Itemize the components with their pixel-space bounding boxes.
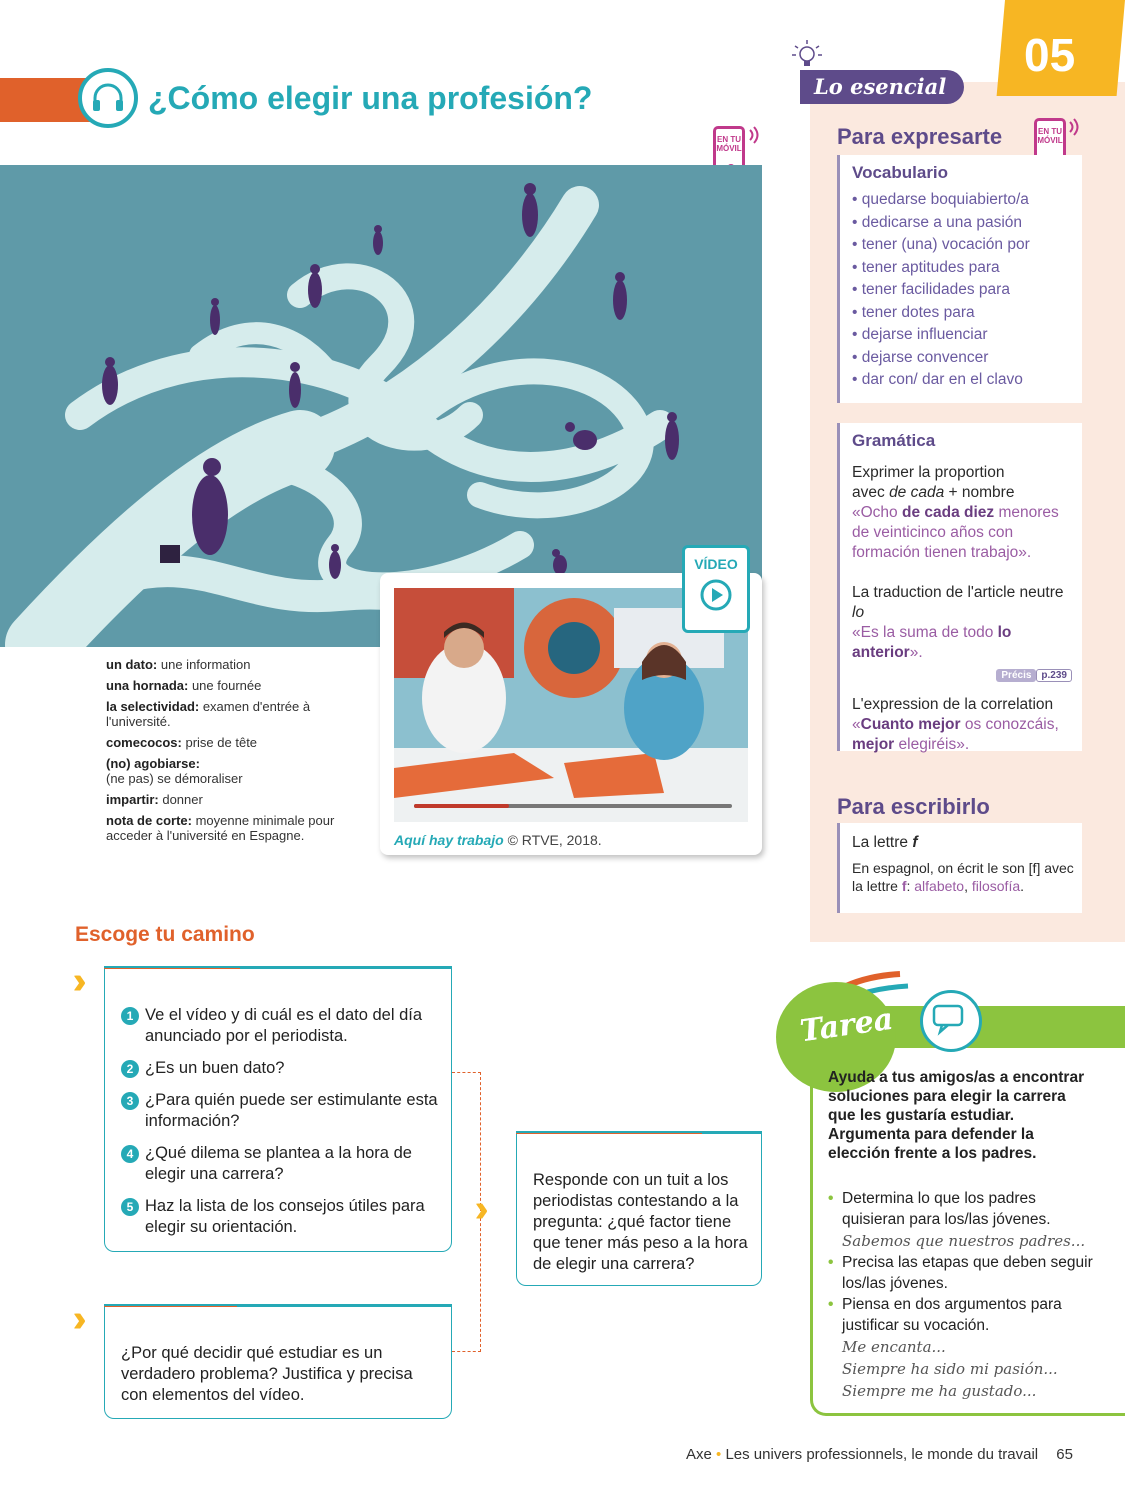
vocab-item: • tener dotes para — [852, 302, 1082, 325]
grammar-example: «Ocho de cada diez menores de veinticinco años con formación tienen trabajo». — [852, 504, 1059, 561]
handwritten-example: Siempre me ha gustado... — [842, 1382, 1037, 1400]
grammar-example: «Cuanto mejor os conozcáis, mejor elegiréis». — [852, 716, 1059, 753]
por-etapas-box — [104, 969, 452, 1252]
handwritten-example: Sabemos que nuestros padres... — [842, 1232, 1086, 1250]
gramatica-box — [837, 423, 1082, 751]
grammar-point: L'expression de la correlation — [852, 696, 1054, 713]
glossary-item: la selectividad: examen d'entrée à l'université. — [106, 699, 311, 729]
signal-icon — [748, 126, 762, 144]
play-icon[interactable] — [699, 578, 733, 612]
video-progress-track[interactable] — [414, 804, 732, 808]
steps-list — [121, 1005, 441, 1238]
escribirlo-box — [837, 823, 1082, 913]
precis-reference[interactable] — [852, 665, 1072, 683]
precis-page: p.239 — [1036, 669, 1072, 682]
lo-esencial-tag: Lo esencial — [800, 70, 964, 104]
para-expresarte-heading: Para expresarte — [837, 124, 1003, 149]
signal-icon — [1068, 118, 1082, 136]
video-progress-fill — [414, 804, 509, 808]
vocab-item: • tener facilidades para — [852, 279, 1082, 302]
vocab-item: • dedicarse a una pasión — [852, 212, 1082, 235]
en-directo-box — [104, 1307, 452, 1419]
vocab-item: • dejarse influenciar — [852, 324, 1082, 347]
tarea-item: • Determina lo que los padres quisieran para los/las jóvenes. — [828, 1188, 1093, 1230]
page-footer: Axe • Les univers professionnels, le monde du travail 65 — [686, 1446, 1073, 1463]
step-item: 2 ¿Es un buen dato? — [121, 1058, 441, 1079]
para-escribirlo-heading: Para escribirlo — [837, 794, 990, 819]
gramatica-heading: Gramática — [852, 431, 936, 450]
tarea-item: • Precisa las etapas que deben seguir los/las jóvenes. — [828, 1252, 1093, 1294]
step-item: 3 ¿Para quién puede ser estimulante esta información? — [121, 1090, 441, 1132]
vocab-list — [852, 189, 1082, 392]
footer-axe: Axe — [686, 1446, 712, 1463]
escribirlo-text: En espagnol, on écrit le son [f] avec la lettre f: alfabeto, filosofía. — [852, 860, 1074, 894]
escoge-heading: Escoge tu camino — [75, 923, 255, 946]
glossary-item: un dato: une information — [106, 657, 251, 672]
page-title: ¿Cómo elegir una profesión? — [148, 80, 593, 116]
headphones-icon — [91, 83, 125, 113]
tarea-intro: Ayuda a tus amigos/as a encontrar soluciones para elegir la carrera que les gustaría estudiar. Argumenta para defender la elección frente a los padres. — [828, 1069, 1085, 1162]
precis-label: Précis — [996, 669, 1036, 682]
handwritten-example: Siempre ha sido mi pasión... — [842, 1360, 1058, 1378]
tarea-title: Tarea — [798, 1001, 896, 1050]
handwritten-example: Me encanta... — [842, 1338, 946, 1356]
glossary — [106, 657, 356, 849]
footer-text: Les univers professionnels, le monde du travail — [725, 1446, 1039, 1463]
vocab-item: • dejarse convencer — [852, 347, 1082, 370]
vocabulario-heading: Vocabulario — [852, 163, 949, 182]
tarea-list — [828, 1188, 1093, 1402]
page-number: 65 — [1056, 1446, 1073, 1463]
tarea-item: • Piensa en dos argumentos para justificar su vocación. — [828, 1294, 1093, 1336]
pon-en-practica-text: Responde con un tuit a los periodistas contestando a la pregunta: ¿qué factor tiene que tener más peso a la hora de elegir una carrera? — [533, 1171, 748, 1273]
chapter-number: 05 — [1024, 29, 1076, 81]
grammar-example: «Es la suma de todo lo anterior». — [852, 624, 1012, 661]
phone-badge-label: EN TU MÓVIL — [716, 135, 742, 153]
vocab-item: • tener aptitudes para — [852, 257, 1082, 280]
chat-bubble-icon — [920, 990, 976, 1046]
vocab-item: • dar con/ dar en el clavo — [852, 369, 1082, 392]
vocabulario-box — [837, 155, 1082, 403]
en-directo-text: ¿Por qué decidir qué estudiar es un verdadero problema? Justifica y precisa con elementos del vídeo. — [121, 1344, 413, 1404]
glossary-item: una hornada: une fournée — [106, 678, 262, 693]
video-badge-label: VÍDEO — [694, 556, 738, 572]
phone-badge-label: EN TU MÓVIL — [1037, 127, 1063, 145]
connector-line — [452, 1072, 481, 1352]
grammar-point: La traduction de l'article neutre lo — [852, 584, 1064, 621]
pon-en-practica-box — [516, 1134, 762, 1286]
grammar-point: Exprimer la proportion avec de cada + nombre — [852, 464, 1015, 501]
video-badge[interactable] — [682, 545, 750, 633]
glossary-item: nota de corte: moyenne minimale pour acceder à l'université en Espagne. — [106, 813, 335, 843]
glossary-item: (no) agobiarse: (ne pas) se démoraliser — [106, 756, 243, 786]
audio-button[interactable] — [78, 68, 138, 128]
tarea-chat-badge — [920, 990, 982, 1052]
step-item: 1 Ve el vídeo y di cuál es el dato del día anunciado por el periodista. — [121, 1005, 441, 1047]
glossary-item: impartir: donner — [106, 792, 203, 807]
vocab-item: • quedarse boquiabierto/a — [852, 189, 1082, 212]
video-caption: Aquí hay trabajo © RTVE, 2018. — [394, 832, 602, 848]
lightbulb-icon — [790, 38, 824, 72]
glossary-item: comecocos: prise de tête — [106, 735, 258, 750]
step-item: 4 ¿Qué dilema se plantea a la hora de elegir una carrera? — [121, 1143, 441, 1185]
step-item: 5 Haz la lista de los consejos útiles para elegir su orientación. — [121, 1196, 441, 1238]
vocab-item: • tener (una) vocación por — [852, 234, 1082, 257]
lettre-heading: La lettre f — [852, 834, 918, 851]
